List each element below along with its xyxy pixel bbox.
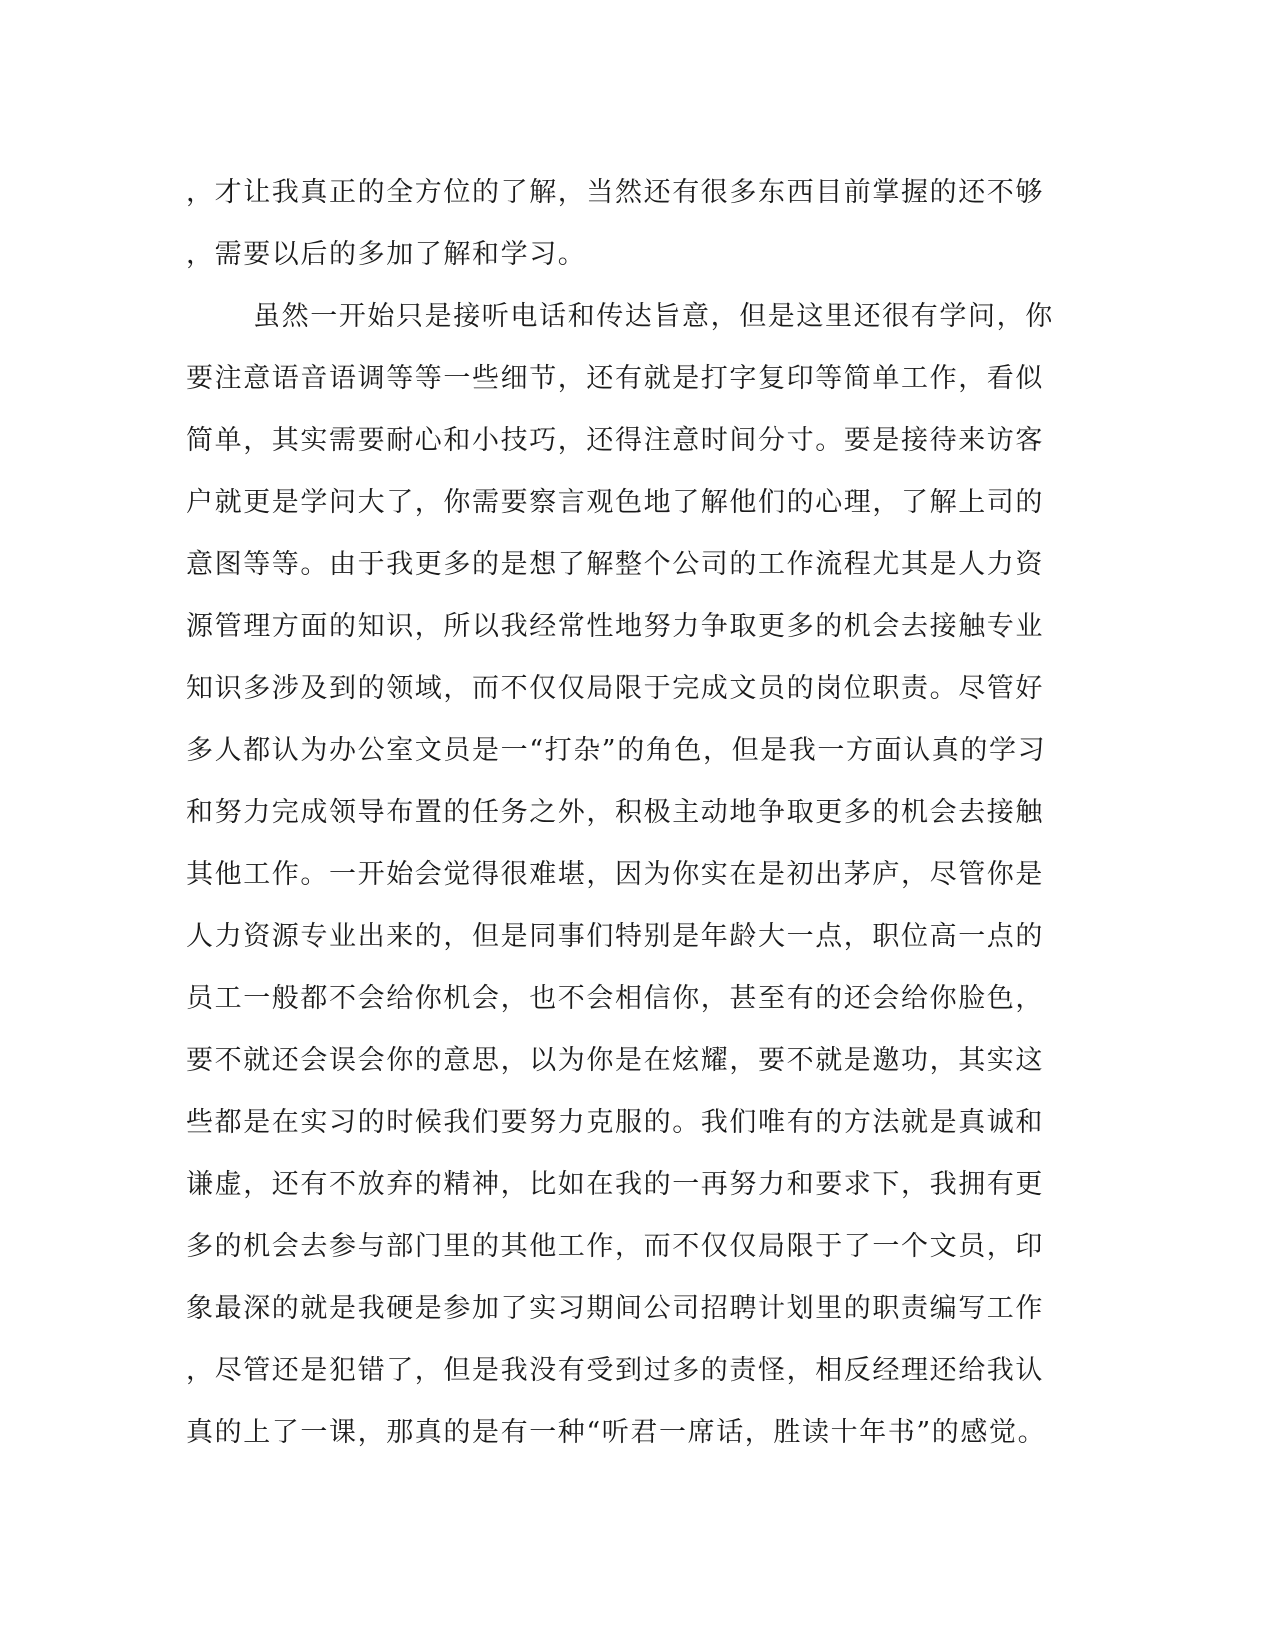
text-line: 人力资源专业出来的，但是同事们特别是年龄大一点，职位高一点的: [186, 921, 1044, 952]
paragraph-first-line: 虽然一开始只是接听电话和传达旨意，但是这里还很有学问，你: [253, 301, 1054, 332]
text-line: 员工一般都不会给你机会，也不会相信你，甚至有的还会给你脸色，: [186, 983, 1044, 1014]
text-line: 简单，其实需要耐心和小技巧，还得注意时间分寸。要是接待来访客: [186, 425, 1044, 456]
text-line: 知识多涉及到的领域，而不仅仅局限于完成文员的岗位职责。尽管好: [186, 673, 1044, 704]
text-line: 象最深的就是我硬是参加了实习期间公司招聘计划里的职责编写工作: [186, 1293, 1044, 1324]
text-line: 要注意语音语调等等一些细节，还有就是打字复印等简单工作，看似: [186, 363, 1044, 394]
text-line: 意图等等。由于我更多的是想了解整个公司的工作流程尤其是人力资: [186, 549, 1044, 580]
text-line: 其他工作。一开始会觉得很难堪，因为你实在是初出茅庐，尽管你是: [186, 859, 1044, 890]
text-line: 些都是在实习的时候我们要努力克服的。我们唯有的方法就是真诚和: [186, 1107, 1044, 1138]
text-line: 户就更是学问大了，你需要察言观色地了解他们的心理，了解上司的: [186, 487, 1044, 518]
body-text: [186, 162, 1066, 1464]
text-line: 谦虚，还有不放弃的精神，比如在我的一再努力和要求下，我拥有更: [186, 1169, 1044, 1200]
text-line: ，才让我真正的全方位的了解，当然还有很多东西目前掌握的还不够: [186, 177, 1044, 208]
text-line: 和努力完成领导布置的任务之外，积极主动地争取更多的机会去接触: [186, 797, 1044, 828]
text-line: 真的上了一课，那真的是有一种“听君一席话，胜读十年书”的感觉。: [186, 1417, 1047, 1448]
text-line: 多人都认为办公室文员是一“打杂”的角色，但是我一方面认真的学习: [186, 735, 1047, 766]
text-line: 要不就还会误会你的意思，以为你是在炫耀，要不就是邀功，其实这: [186, 1045, 1044, 1076]
text-line: ，需要以后的多加了解和学习。: [186, 239, 587, 270]
text-line: ，尽管还是犯错了，但是我没有受到过多的责怪，相反经理还给我认: [186, 1355, 1044, 1386]
text-line: 源管理方面的知识，所以我经常性地努力争取更多的机会去接触专业: [186, 611, 1044, 642]
text-line: 多的机会去参与部门里的其他工作，而不仅仅局限于了一个文员，印: [186, 1231, 1044, 1262]
